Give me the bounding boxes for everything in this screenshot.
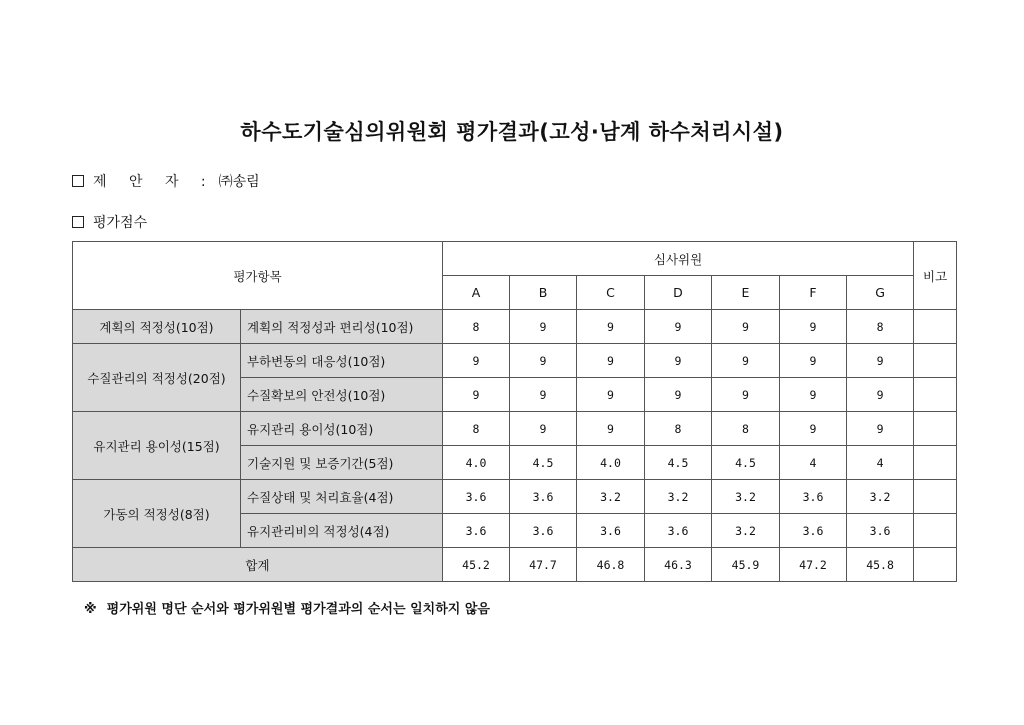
score-cell: 9 bbox=[577, 310, 645, 344]
remark-header: 비고 bbox=[914, 242, 957, 310]
remark-cell bbox=[914, 344, 957, 378]
judge-header-c: C bbox=[577, 276, 645, 310]
page-title: 하수도기술심의위원회 평가결과(고성·남계 하수처리시설) bbox=[240, 120, 784, 144]
score-cell: 9 bbox=[577, 344, 645, 378]
score-cell: 3.6 bbox=[847, 514, 914, 548]
score-cell: 9 bbox=[645, 310, 712, 344]
proposer-line bbox=[72, 171, 260, 191]
score-cell: 3.6 bbox=[510, 480, 577, 514]
sub-item-label: 계획의 적정성과 편리성(10점) bbox=[241, 310, 443, 344]
remark-cell bbox=[914, 446, 957, 480]
judges-header: 심사위원 bbox=[443, 242, 914, 276]
table-row bbox=[73, 412, 957, 446]
score-cell: 8 bbox=[847, 310, 914, 344]
group-label: 유지관리 용이성(15점) bbox=[73, 412, 241, 480]
checkbox-icon bbox=[72, 175, 84, 187]
judge-header-a: A bbox=[443, 276, 510, 310]
score-cell: 9 bbox=[443, 378, 510, 412]
judge-header-f: F bbox=[780, 276, 847, 310]
group-label: 계획의 적정성(10점) bbox=[73, 310, 241, 344]
total-cell: 47.7 bbox=[510, 548, 577, 582]
score-cell: 4 bbox=[780, 446, 847, 480]
score-cell: 9 bbox=[577, 412, 645, 446]
score-cell: 3.2 bbox=[577, 480, 645, 514]
table-row bbox=[73, 480, 957, 514]
score-cell: 3.6 bbox=[577, 514, 645, 548]
total-row bbox=[73, 548, 957, 582]
score-cell: 9 bbox=[712, 378, 780, 412]
note-mark: ※ bbox=[84, 602, 97, 617]
score-cell: 3.2 bbox=[847, 480, 914, 514]
sub-item-label: 수질상태 및 처리효율(4점) bbox=[241, 480, 443, 514]
judge-header-b: B bbox=[510, 276, 577, 310]
score-cell: 3.2 bbox=[645, 480, 712, 514]
score-cell: 4.5 bbox=[645, 446, 712, 480]
score-cell: 8 bbox=[712, 412, 780, 446]
evaluation-table bbox=[72, 241, 957, 582]
total-cell: 45.2 bbox=[443, 548, 510, 582]
score-cell: 9 bbox=[645, 344, 712, 378]
score-cell: 9 bbox=[510, 344, 577, 378]
remark-cell bbox=[914, 412, 957, 446]
score-cell: 9 bbox=[847, 344, 914, 378]
score-cell: 3.2 bbox=[712, 514, 780, 548]
score-cell: 9 bbox=[780, 344, 847, 378]
sub-item-label: 수질확보의 안전성(10점) bbox=[241, 378, 443, 412]
score-cell: 9 bbox=[780, 412, 847, 446]
score-heading-label: 평가점수 bbox=[93, 215, 148, 231]
score-cell: 9 bbox=[510, 310, 577, 344]
table-row bbox=[73, 344, 957, 378]
judge-header-e: E bbox=[712, 276, 780, 310]
total-cell: 45.9 bbox=[712, 548, 780, 582]
total-cell: 45.8 bbox=[847, 548, 914, 582]
total-cell: 46.8 bbox=[577, 548, 645, 582]
score-heading bbox=[72, 212, 147, 232]
remark-cell bbox=[914, 310, 957, 344]
footnote bbox=[84, 598, 490, 617]
score-cell: 9 bbox=[847, 412, 914, 446]
score-cell: 3.6 bbox=[780, 514, 847, 548]
judge-header-g: G bbox=[847, 276, 914, 310]
score-cell: 4 bbox=[847, 446, 914, 480]
item-header: 평가항목 bbox=[73, 242, 443, 310]
score-cell: 9 bbox=[577, 378, 645, 412]
score-cell: 4.5 bbox=[712, 446, 780, 480]
remark-cell bbox=[914, 514, 957, 548]
score-cell: 3.6 bbox=[443, 514, 510, 548]
score-cell: 9 bbox=[847, 378, 914, 412]
score-cell: 8 bbox=[443, 310, 510, 344]
score-cell: 3.2 bbox=[712, 480, 780, 514]
total-cell: 46.3 bbox=[645, 548, 712, 582]
score-cell: 8 bbox=[443, 412, 510, 446]
group-label: 가동의 적정성(8점) bbox=[73, 480, 241, 548]
score-cell: 9 bbox=[780, 378, 847, 412]
score-cell: 3.6 bbox=[780, 480, 847, 514]
score-cell: 9 bbox=[780, 310, 847, 344]
total-label: 합계 bbox=[73, 548, 443, 582]
remark-cell bbox=[914, 378, 957, 412]
note-text: 평가위원 명단 순서와 평가위원별 평가결과의 순서는 일치하지 않음 bbox=[106, 602, 490, 617]
sub-item-label: 부하변동의 대응성(10점) bbox=[241, 344, 443, 378]
score-cell: 3.6 bbox=[443, 480, 510, 514]
total-cell: 47.2 bbox=[780, 548, 847, 582]
proposer-label: 제 안 자 : bbox=[93, 174, 215, 190]
score-cell: 9 bbox=[510, 378, 577, 412]
remark-cell bbox=[914, 548, 957, 582]
sub-item-label: 유지관리 용이성(10점) bbox=[241, 412, 443, 446]
checkbox-icon bbox=[72, 216, 84, 228]
score-cell: 9 bbox=[712, 310, 780, 344]
group-label: 수질관리의 적정성(20점) bbox=[73, 344, 241, 412]
score-cell: 9 bbox=[443, 344, 510, 378]
proposer-value: ㈜송림 bbox=[218, 174, 260, 190]
table-row bbox=[73, 310, 957, 344]
score-cell: 4.0 bbox=[577, 446, 645, 480]
score-cell: 4.0 bbox=[443, 446, 510, 480]
score-cell: 3.6 bbox=[510, 514, 577, 548]
score-cell: 4.5 bbox=[510, 446, 577, 480]
score-cell: 8 bbox=[645, 412, 712, 446]
score-cell: 9 bbox=[712, 344, 780, 378]
score-cell: 3.6 bbox=[645, 514, 712, 548]
sub-item-label: 기술지원 및 보증기간(5점) bbox=[241, 446, 443, 480]
score-cell: 9 bbox=[510, 412, 577, 446]
score-cell: 9 bbox=[645, 378, 712, 412]
judge-header-d: D bbox=[645, 276, 712, 310]
sub-item-label: 유지관리비의 적정성(4점) bbox=[241, 514, 443, 548]
remark-cell bbox=[914, 480, 957, 514]
